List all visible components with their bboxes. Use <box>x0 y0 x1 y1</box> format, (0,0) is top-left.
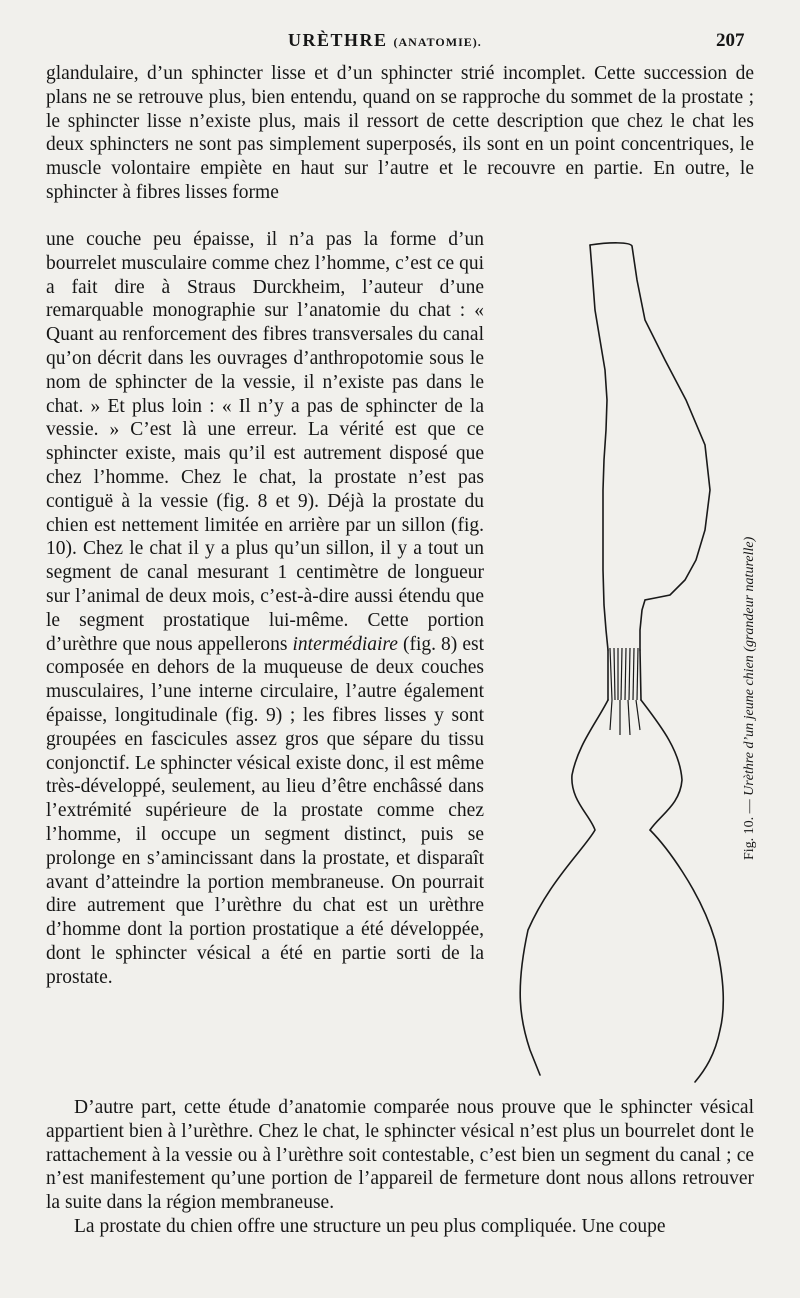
paragraph-middle-start: une couche peu épaisse, il n’a pas la forme d’un bourrelet musculaire comme chez l’homme, c’est ce qui a fait dire à Straus Durckheim, l’auteur d’une remarquable monographie sur l’anatomie du chat : « Quant au renforcement des fibres transversales du canal qu’on décrit dans les ouvrages d’anthropotomie sous le nom de sphincter de la vessie, il n’existe pas dans le chat. » Et plus loin : « Il n’y a pas de sphincter de la vessie. » C’est là une erreur. La vérité est que ce sphincter existe, mais qu’il est autrement disposé que chez l’homme. Chez le chat, la prostate n’est pas contiguë à la vessie (fig. 8 et 9). Déjà la prostate du chien est nettement limitée en arrière par un sillon (fig. 10). Chez le chat il y a plus qu’un sillon, il y a tout un segment de canal mesurant 1 centimètre de longueur sur l’animal de deux mois, c’est-à-dire aussi étendu que le segment prostatique lui-même. Cette portion d’urèthre que nous appellerons <box>46 229 484 655</box>
paragraph-top-text: glandulaire, d’un sphincter lisse et d’un sphincter strié incomplet. Cette succession de plans ne se retrouve plus, bien entendu, quand on se rapproche du sommet de la prostate ; le sphincter lisse n’existe plus, mais il ressort de cette description que chez le chat les deux sphincters ne sont pas simplement superposés, ils sont en un point concentriques, le muscle volontaire empiète en haut sur l’autre et le recouvre en partie. En outre, le sphincter à fibres lisses forme <box>46 63 754 203</box>
running-title <box>288 30 482 51</box>
outline-left-upper <box>590 245 608 650</box>
figure-caption-text: Urèthre d’un jeune chien (grandeur naturelle) <box>742 536 757 796</box>
running-header <box>0 30 800 54</box>
outline-left-lower <box>520 700 608 1075</box>
paragraph-middle <box>46 228 484 990</box>
shaft-hatching <box>610 648 640 735</box>
paragraph-bottom-2: La prostate du chien offre une structure un peu plus compliquée. Une coupe <box>74 1215 666 1237</box>
page-number: 207 <box>716 30 745 51</box>
paragraph-middle-end: (fig. 8) est composée en dehors de la muqueuse de deux couches musculaires, l’une interne circulaire, l’autre également épaisse, longitudinale (fig. 9) ; les fibres lisses y sont groupées en fascicules assez gros que sépare du tissu conjonctif. Le sphincter vésical existe donc, il est même très-développé, seulement, au lieu d’être enchâssé dans l’extrémité supérieure de la prostate comme chez l’homme, il occupe un segment distinct, puis se prolonge en s’amincissant dans la prostate, et disparaît avant d’atteindre la portion membraneuse. On pourrait dire autrement que l’urèthre du chat est un urèthre d’homme dont la portion prostatique a été développée, dont le sphincter vésical a été en partie sorti de la prostate. <box>46 633 484 988</box>
italic-term: intermédiaire <box>292 633 398 655</box>
outline-right-upper <box>590 243 710 650</box>
figure-caption <box>742 537 758 860</box>
paragraph-middle-text <box>46 228 484 990</box>
paragraph-bottom-1: D’autre part, cette étude d’anatomie comparée nous prouve que le sphincter vésical appartient bien à l’urèthre. Chez le chat, le sphincter vésical n’est plus un bourrelet dont le rattachement à la vessie ou à l’urèthre soit contestable, c’est bien un segment du canal ; ce n’est manifestement qu’une portion de l’appareil de fermeture dont nous allons retrouver la suite dans la région membraneuse. <box>46 1097 754 1214</box>
running-title-subtitle: (ANATOMIE). <box>393 35 482 49</box>
outline-right-lower <box>641 700 723 1082</box>
outline-right-shaft <box>640 650 641 700</box>
paragraph-top <box>46 62 754 205</box>
running-title-main: URÈTHRE <box>288 30 388 50</box>
paragraph-bottom <box>46 1096 754 1239</box>
figure-caption-label: Fig. 10. — <box>742 799 757 860</box>
